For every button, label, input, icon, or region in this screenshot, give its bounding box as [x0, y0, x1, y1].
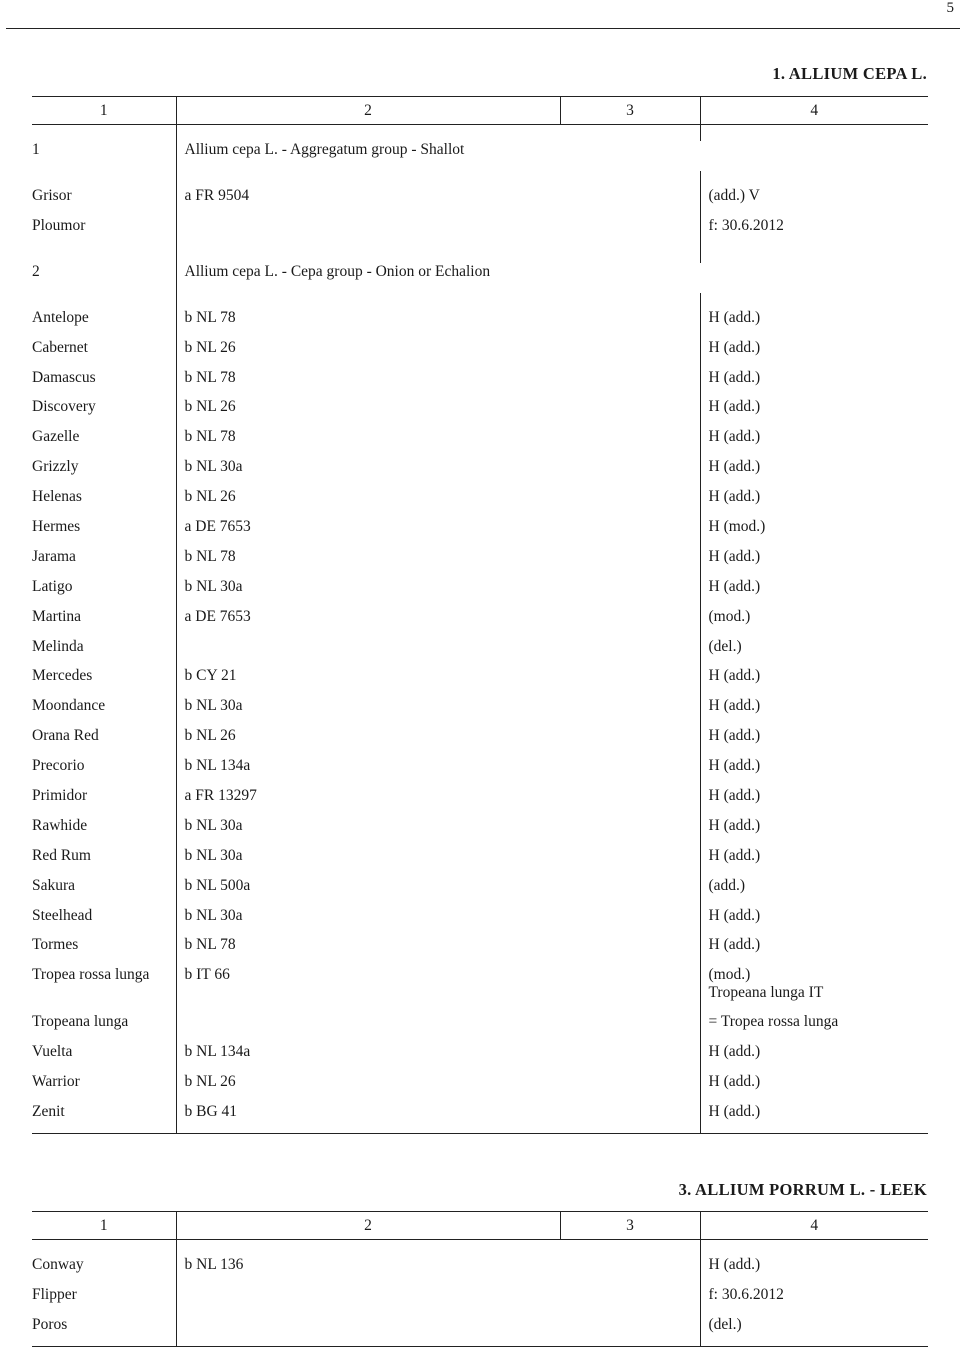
remark-line: H (add.): [708, 428, 761, 446]
remark-line: H (add.): [708, 488, 761, 506]
remark-line: H (add.): [708, 846, 761, 864]
spacer-cell: [32, 293, 176, 309]
variety-col3: [560, 638, 700, 668]
variety-col3: [560, 1286, 700, 1316]
variety-name: Tropea rossa lunga: [32, 966, 150, 984]
variety-col3: [560, 847, 700, 877]
variety-name: Damascus: [32, 368, 96, 386]
variety-remark: [700, 369, 928, 399]
table-row: [32, 548, 928, 578]
top-rule: [6, 28, 960, 29]
variety-code: b NL 134a: [176, 757, 560, 787]
spacer-cell: [560, 1240, 700, 1257]
variety-name: Sakura: [32, 876, 76, 894]
remark-line: H (add.): [708, 577, 761, 595]
variety-col3: [560, 518, 700, 548]
variety-remark: [700, 548, 928, 578]
variety-code: [176, 1013, 560, 1043]
variety-code: [176, 1316, 560, 1346]
variety-code: [176, 1286, 560, 1316]
remark-line: H (add.): [708, 667, 761, 685]
spacer-cell: [176, 125, 560, 142]
variety-col3: [560, 667, 700, 697]
variety-name: Melinda: [32, 637, 84, 655]
variety-remark: [700, 1103, 928, 1133]
variety-name: Tormes: [32, 936, 79, 954]
variety-remark: [700, 578, 928, 608]
variety-name: Vuelta: [32, 1043, 73, 1061]
variety-name: Orana Red: [32, 727, 99, 745]
variety-name: Warrior: [32, 1073, 80, 1091]
header-col-1: 1: [32, 97, 176, 125]
spacer-cell: [560, 293, 700, 309]
variety-code: [176, 638, 560, 668]
variety-col3: [560, 369, 700, 399]
table-row: [32, 339, 928, 369]
spacer-cell: [700, 171, 928, 187]
variety-col3: [560, 1013, 700, 1043]
remark-line: H (add.): [708, 1073, 761, 1091]
remark-line: H (add.): [708, 1043, 761, 1061]
spacer-cell: [700, 247, 928, 263]
group-row: [32, 263, 928, 293]
table-row: [32, 877, 928, 907]
table-row: [32, 518, 928, 548]
variety-code: a DE 7653: [176, 518, 560, 548]
variety-col3: [560, 1043, 700, 1073]
variety-code: b NL 30a: [176, 697, 560, 727]
variety-col3: [560, 428, 700, 458]
remark-line: H (add.): [708, 936, 761, 954]
remark-line: H (add.): [708, 368, 761, 386]
variety-col3: [560, 787, 700, 817]
spacer-row: [32, 125, 928, 142]
remark-line-2: Tropeana lunga IT: [708, 984, 824, 1002]
variety-remark: [700, 1013, 928, 1043]
spacer-row: [32, 1240, 928, 1257]
table-row: [32, 727, 928, 757]
remark-line: H (add.): [708, 787, 761, 805]
remark-line: H (add.): [708, 757, 761, 775]
variety-remark: [700, 697, 928, 727]
table-row: [32, 936, 928, 966]
table-row: [32, 757, 928, 787]
variety-remark: [700, 217, 928, 247]
remark-line: (add.): [708, 876, 746, 894]
table-row: [32, 638, 928, 668]
variety-name: Martina: [32, 607, 82, 625]
allium-cepa-table-body: [32, 125, 928, 1134]
variety-remark: [700, 1316, 928, 1346]
variety-remark: [700, 1286, 928, 1316]
spacer-cell: [560, 125, 700, 142]
variety-name: Jarama: [32, 547, 76, 565]
table-row: [32, 907, 928, 937]
remark-line: H (add.): [708, 697, 761, 715]
spacer-cell: [176, 1240, 560, 1257]
variety-name: Moondance: [32, 697, 106, 715]
variety-name: Hermes: [32, 518, 81, 536]
spacer-cell: [700, 125, 928, 142]
table-row: [32, 1043, 928, 1073]
table-row: [32, 1286, 928, 1316]
variety-name: Flipper: [32, 1285, 77, 1303]
remark-line: H (add.): [708, 906, 761, 924]
remark-line: = Tropea rossa lunga: [708, 1013, 839, 1031]
variety-col3: [560, 936, 700, 966]
variety-col3: [560, 757, 700, 787]
variety-remark: [700, 428, 928, 458]
header-col-1: 1: [32, 1212, 176, 1240]
remark-line: H (add.): [708, 727, 761, 745]
spacer-cell: [560, 247, 700, 263]
variety-code: b NL 30a: [176, 847, 560, 877]
table-row: [32, 1256, 928, 1286]
spacer-cell: [32, 1240, 176, 1257]
variety-code: b IT 66: [176, 966, 560, 1013]
remark-line: H (add.): [708, 547, 761, 565]
variety-code: b NL 30a: [176, 907, 560, 937]
variety-name: Steelhead: [32, 906, 93, 924]
variety-name: Grizzly: [32, 458, 79, 476]
variety-name: Latigo: [32, 577, 73, 595]
variety-name: Poros: [32, 1316, 176, 1346]
variety-remark: [700, 936, 928, 966]
variety-col3: [560, 398, 700, 428]
spacer-cell: [560, 171, 700, 187]
variety-remark: [700, 727, 928, 757]
spacer-cell: [700, 1240, 928, 1257]
remark-line: H (add.): [708, 1256, 761, 1273]
variety-remark: [700, 966, 928, 1013]
variety-col3: [560, 877, 700, 907]
variety-remark: [700, 787, 928, 817]
variety-name: Conway: [32, 1256, 84, 1273]
variety-remark: [700, 398, 928, 428]
section-title-allium-porrum: 3. ALLIUM PORRUM L. - LEEK: [678, 1180, 927, 1199]
spacer-cell: [700, 293, 928, 309]
table-row: [32, 458, 928, 488]
variety-col3: [560, 578, 700, 608]
section-title-allium-cepa: 1. ALLIUM CEPA L.: [772, 64, 927, 83]
variety-col3: [560, 966, 700, 1013]
remark-line: H (add.): [708, 398, 761, 416]
variety-col3: [560, 697, 700, 727]
variety-col3: [560, 608, 700, 638]
variety-code: b NL 78: [176, 428, 560, 458]
variety-col3: [560, 488, 700, 518]
variety-name: Cabernet: [32, 338, 88, 356]
group-number: 1: [32, 141, 40, 158]
variety-code: b NL 30a: [176, 458, 560, 488]
table-row: [32, 787, 928, 817]
variety-name: Mercedes: [32, 667, 93, 685]
variety-code: [176, 217, 560, 247]
variety-code: b NL 26: [176, 339, 560, 369]
table-row: [32, 578, 928, 608]
table-row: [32, 966, 928, 1013]
variety-code: b NL 134a: [176, 1043, 560, 1073]
variety-name: Grisor: [32, 187, 72, 204]
spacer-cell: [176, 247, 560, 263]
variety-col3: [560, 548, 700, 578]
variety-code: b NL 78: [176, 369, 560, 399]
variety-remark: [700, 518, 928, 548]
table-row: [32, 697, 928, 727]
remark-line: (mod.): [708, 966, 751, 984]
table-row: [32, 217, 928, 247]
allium-porrum-table-body: [32, 1240, 928, 1347]
variety-code: b NL 26: [176, 488, 560, 518]
variety-remark: [700, 757, 928, 787]
spacer-row: [32, 171, 928, 187]
group-name: Allium cepa L. - Cepa group - Onion or Echalion: [176, 263, 928, 293]
remark-line: H (add.): [708, 308, 761, 326]
table-row: [32, 847, 928, 877]
variety-code: b NL 500a: [176, 877, 560, 907]
variety-remark: [700, 1073, 928, 1103]
table-header-row: [32, 97, 928, 125]
variety-code: b NL 30a: [176, 817, 560, 847]
variety-remark: [700, 339, 928, 369]
variety-col3: [560, 727, 700, 757]
table-row: [32, 428, 928, 458]
variety-col3: [560, 187, 700, 217]
remark-line: H (mod.): [708, 518, 766, 536]
header-col-3: 3: [560, 1212, 700, 1240]
spacer-cell: [32, 125, 176, 142]
variety-code: b NL 78: [176, 936, 560, 966]
variety-code: a DE 7653: [176, 608, 560, 638]
variety-remark: [700, 877, 928, 907]
table-row: [32, 817, 928, 847]
table-row: [32, 1073, 928, 1103]
page-number: 5: [946, 0, 954, 16]
variety-remark: [700, 638, 928, 668]
variety-name: Antelope: [32, 308, 89, 326]
allium-cepa-table: [32, 96, 928, 1134]
variety-col3: [560, 1256, 700, 1286]
variety-col3: [560, 817, 700, 847]
variety-col3: [560, 458, 700, 488]
group-number: 2: [32, 262, 40, 280]
variety-name: Primidor: [32, 787, 88, 805]
variety-name: Red Rum: [32, 846, 91, 864]
variety-name: Ploumor: [32, 216, 86, 234]
variety-remark: [700, 1256, 928, 1286]
variety-code: b BG 41: [176, 1103, 560, 1133]
remark-line: H (add.): [708, 816, 761, 834]
table-row: [32, 488, 928, 518]
variety-col3: [560, 1103, 700, 1133]
variety-col3: [560, 309, 700, 339]
variety-code: a FR 9504: [176, 187, 560, 217]
remark-line: H (add.): [708, 1103, 761, 1121]
variety-col3: [560, 1316, 700, 1346]
remark-line: (add.) V: [708, 187, 760, 204]
variety-remark: [700, 847, 928, 877]
remark-line: (del.): [708, 1315, 742, 1333]
variety-name: Helenas: [32, 488, 82, 506]
variety-name: Gazelle: [32, 428, 80, 446]
header-col-2: 2: [176, 1212, 560, 1240]
spacer-cell: [176, 171, 560, 187]
header-col-4: 4: [700, 97, 928, 125]
table-row: [32, 369, 928, 399]
group-row: [32, 141, 928, 171]
remark-line: f: 30.6.2012: [708, 216, 784, 234]
variety-name: Precorio: [32, 757, 85, 775]
table-row: [32, 667, 928, 697]
remark-line: f: 30.6.2012: [708, 1285, 784, 1303]
remark-line: H (add.): [708, 458, 761, 476]
variety-name: Zenit: [32, 1103, 176, 1133]
variety-code: b NL 78: [176, 548, 560, 578]
spacer-cell: [32, 171, 176, 187]
table-header-row: [32, 1212, 928, 1240]
variety-code: b NL 26: [176, 727, 560, 757]
variety-name: Tropeana lunga: [32, 1013, 129, 1031]
variety-remark: [700, 488, 928, 518]
variety-remark: [700, 309, 928, 339]
variety-remark: [700, 907, 928, 937]
spacer-cell: [176, 293, 560, 309]
variety-remark: [700, 458, 928, 488]
variety-col3: [560, 1073, 700, 1103]
variety-remark: [700, 608, 928, 638]
table-row: [32, 1103, 928, 1133]
table-row: [32, 187, 928, 217]
spacer-cell: [32, 247, 176, 263]
group-name: Allium cepa L. - Aggregatum group - Shallot: [176, 141, 928, 171]
remark-line: (mod.): [708, 607, 751, 625]
variety-remark: [700, 817, 928, 847]
variety-code: b NL 78: [176, 309, 560, 339]
remark-line: (del.): [708, 637, 742, 655]
variety-remark: [700, 667, 928, 697]
variety-col3: [560, 907, 700, 937]
variety-code: b NL 30a: [176, 578, 560, 608]
variety-name: Discovery: [32, 398, 96, 416]
variety-code: b NL 26: [176, 398, 560, 428]
table-row: [32, 1013, 928, 1043]
table-row: [32, 1316, 928, 1346]
remark-line: H (add.): [708, 338, 761, 356]
variety-code: a FR 13297: [176, 787, 560, 817]
variety-code: b CY 21: [176, 667, 560, 697]
header-col-3: 3: [560, 97, 700, 125]
table-row: [32, 398, 928, 428]
spacer-row: [32, 293, 928, 309]
variety-col3: [560, 339, 700, 369]
variety-remark: [700, 187, 928, 217]
header-col-4: 4: [700, 1212, 928, 1240]
variety-code: b NL 136: [176, 1256, 560, 1286]
header-col-2: 2: [176, 97, 560, 125]
table-row: [32, 608, 928, 638]
spacer-row: [32, 247, 928, 263]
variety-code: b NL 26: [176, 1073, 560, 1103]
table-row: [32, 309, 928, 339]
variety-remark: [700, 1043, 928, 1073]
variety-name: Rawhide: [32, 816, 88, 834]
variety-col3: [560, 217, 700, 247]
allium-porrum-table: [32, 1211, 928, 1347]
